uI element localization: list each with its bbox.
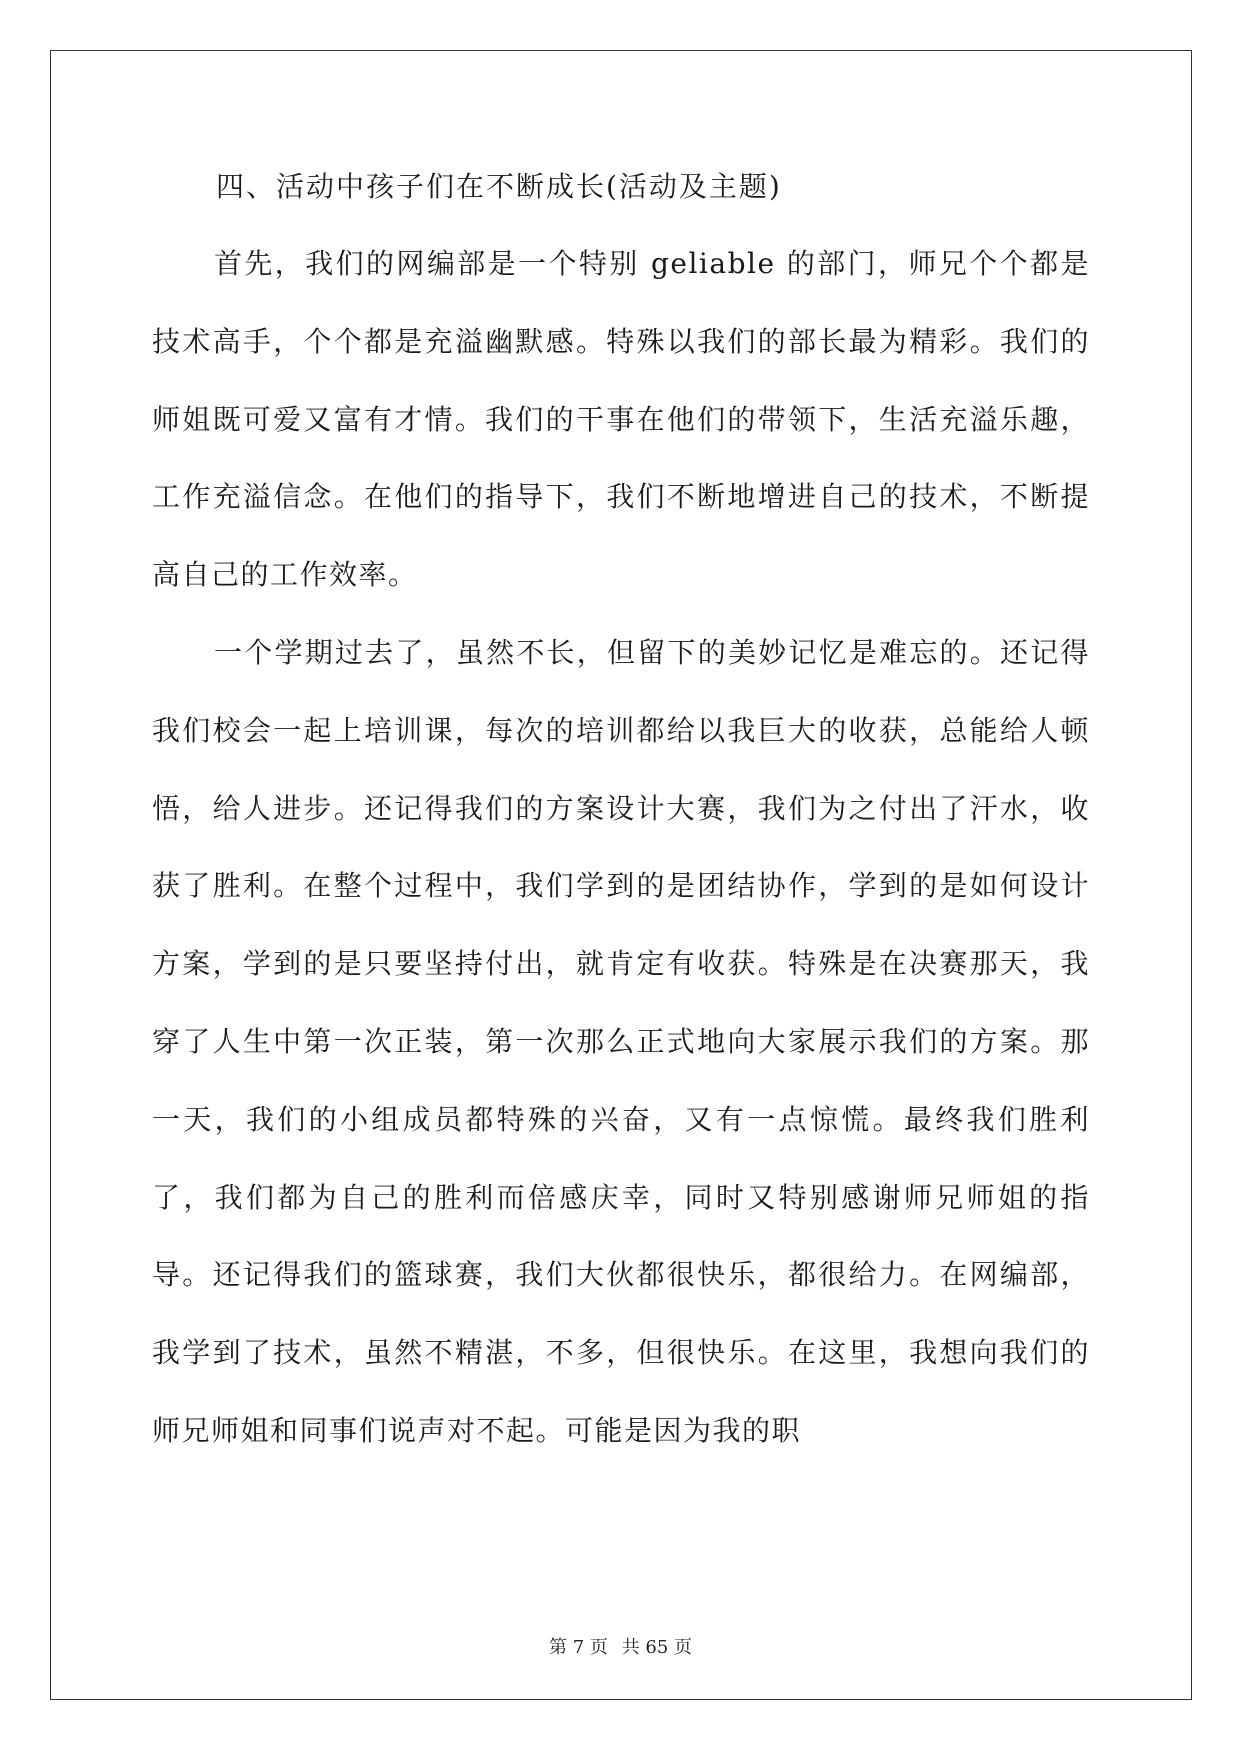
page-footer xyxy=(0,1633,1241,1659)
section-heading: 四、活动中孩子们在不断成长(活动及主题) xyxy=(216,170,782,203)
paragraph-1: 首先，我们的网编部是一个特别 geliable 的部门，师兄个个都是技术高手，个个都是充溢幽默感。特殊以我们的部长最为精彩。我们的师姐既可爱又富有才情。我们的干事在他们的带领下，生活充溢乐趣，工作充溢信念。在他们的指导下，我们不断地增进自己的技术，不断提高自己的工作效率。 xyxy=(152,247,1090,592)
total-pages-label: 共 65 页 xyxy=(621,1637,692,1658)
document-body xyxy=(152,165,1090,1470)
paragraph-2: 一个学期过去了，虽然不长，但留下的美妙记忆是难忘的。还记得我们校会一起上培训课，每次的培训都给以我巨大的收获，总能给人顿悟，给人进步。还记得我们的方案设计大赛，我们为之付出了汗水，收获了胜利。在整个过程中，我们学到的是团结协作，学到的是如何设计方案，学到的是只要坚持付出，就肯定有收获。特殊是在决赛那天，我穿了人生中第一次正装，第一次那么正式地向大家展示我们的方案。那一天，我们的小组成员都特殊的兴奋，又有一点惊慌。最终我们胜利了，我们都为自己的胜利而倍感庆幸，同时又特别感谢师兄师姐的指导。还记得我们的篮球赛，我们大伙都很快乐，都很给力。在网编部，我学到了技术，虽然不精湛，不多，但很快乐。在这里，我想向我们的师兄师姐和同事们说声对不起。可能是因为我的职 xyxy=(152,635,1090,1447)
current-page-label: 第 7 页 xyxy=(549,1637,608,1658)
